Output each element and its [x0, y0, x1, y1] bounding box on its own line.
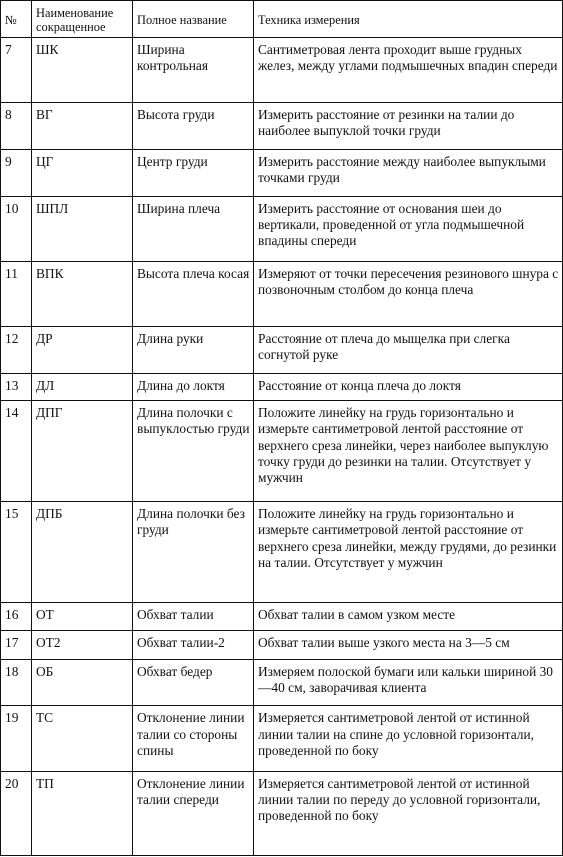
row-number: 14	[1, 401, 32, 502]
row-abbreviation: ДР	[32, 326, 133, 373]
row-number: 15	[1, 501, 32, 602]
row-full-name: Длина полочки с выпуклостью груди	[133, 401, 254, 502]
row-full-name: Ширина плеча	[133, 196, 254, 261]
row-technique: Измерить расстояние от основания шеи до вертикали, проведенной от угла подмышечной впадины спереди	[254, 196, 563, 261]
header-technique: Техника измерения	[254, 1, 563, 38]
header-abbreviation: Наименование сокращенное	[32, 1, 133, 38]
row-full-name: Длина до локтя	[133, 373, 254, 400]
row-number: 11	[1, 261, 32, 326]
row-abbreviation: ТП	[32, 771, 133, 856]
table-row	[1, 771, 563, 856]
row-full-name: Высота груди	[133, 103, 254, 150]
row-technique: Измеряется сантиметровой лентой от истинной линии талии по переду до условной горизонтали, проведенной по боку	[254, 771, 563, 856]
table-row	[1, 659, 563, 706]
row-full-name: Обхват талии-2	[133, 631, 254, 659]
row-full-name: Высота плеча косая	[133, 261, 254, 326]
row-abbreviation: ДПБ	[32, 501, 133, 602]
row-number: 17	[1, 631, 32, 659]
table-row	[1, 602, 563, 630]
table-row	[1, 401, 563, 502]
row-full-name: Обхват талии	[133, 602, 254, 630]
table-row	[1, 326, 563, 373]
row-number: 9	[1, 149, 32, 196]
row-technique: Обхват талии в самом узком месте	[254, 602, 563, 630]
row-abbreviation: ВГ	[32, 103, 133, 150]
row-technique: Измеряется сантиметровой лентой от истинной линии талии на спине до условной горизонтали, проведенной по боку	[254, 706, 563, 771]
row-abbreviation: ДПГ	[32, 401, 133, 502]
row-number: 10	[1, 196, 32, 261]
row-abbreviation: ДЛ	[32, 373, 133, 400]
row-abbreviation: ОТ2	[32, 631, 133, 659]
table-row	[1, 501, 563, 602]
row-technique: Измеряют от точки пересечения резинового шнура с позвоночным столбом до конца плеча	[254, 261, 563, 326]
header-number: №	[1, 1, 32, 38]
row-technique: Измерить расстояние между наиболее выпуклыми точками груди	[254, 149, 563, 196]
row-technique: Положите линейку на грудь горизонтально и измерьте сантиметровой лентой расстояние от верхнего среза линейки, между грудями, до резинки на талии. Отсутствует у мужчин	[254, 501, 563, 602]
row-technique: Расстояние от конца плеча до локтя	[254, 373, 563, 400]
row-technique: Обхват талии выше узкого места на 3—5 см	[254, 631, 563, 659]
row-abbreviation: ШПЛ	[32, 196, 133, 261]
table-row	[1, 706, 563, 771]
row-number: 20	[1, 771, 32, 856]
row-abbreviation: ОТ	[32, 602, 133, 630]
row-abbreviation: ЦГ	[32, 149, 133, 196]
row-technique: Сантиметровая лента проходит выше грудных желез, между углами подмышечных впадин спереди	[254, 38, 563, 103]
table-row	[1, 149, 563, 196]
table-row	[1, 261, 563, 326]
row-number: 16	[1, 602, 32, 630]
row-technique: Измерить расстояние от резинки на талии до наиболее выпуклой точки груди	[254, 103, 563, 150]
row-abbreviation: ВПК	[32, 261, 133, 326]
table-header-row	[1, 1, 563, 38]
row-number: 7	[1, 38, 32, 103]
table-row	[1, 196, 563, 261]
row-full-name: Ширина контрольная	[133, 38, 254, 103]
row-full-name: Обхват бедер	[133, 659, 254, 706]
row-full-name: Отклонение линии талии спереди	[133, 771, 254, 856]
row-number: 12	[1, 326, 32, 373]
row-full-name: Отклонение линии талии со стороны спины	[133, 706, 254, 771]
table-row	[1, 373, 563, 400]
header-full-name: Полное название	[133, 1, 254, 38]
row-full-name: Длина руки	[133, 326, 254, 373]
table-row	[1, 631, 563, 659]
row-full-name: Центр груди	[133, 149, 254, 196]
table-row	[1, 38, 563, 103]
row-abbreviation: ШК	[32, 38, 133, 103]
row-technique: Положите линейку на грудь горизонтально и измерьте сантиметровой лентой расстояние от верхнего среза линейки, через наиболее выпуклую точку груди до резинки на талии. Отсутствует у мужчин	[254, 401, 563, 502]
row-technique: Измеряем полоской бумаги или кальки шириной 30—40 см, заворачивая клиента	[254, 659, 563, 706]
row-number: 8	[1, 103, 32, 150]
row-abbreviation: ТС	[32, 706, 133, 771]
row-technique: Расстояние от плеча до мыщелка при слегка согнутой руке	[254, 326, 563, 373]
row-full-name: Длина полочки без груди	[133, 501, 254, 602]
row-abbreviation: ОБ	[32, 659, 133, 706]
table-row	[1, 103, 563, 150]
row-number: 18	[1, 659, 32, 706]
row-number: 13	[1, 373, 32, 400]
row-number: 19	[1, 706, 32, 771]
